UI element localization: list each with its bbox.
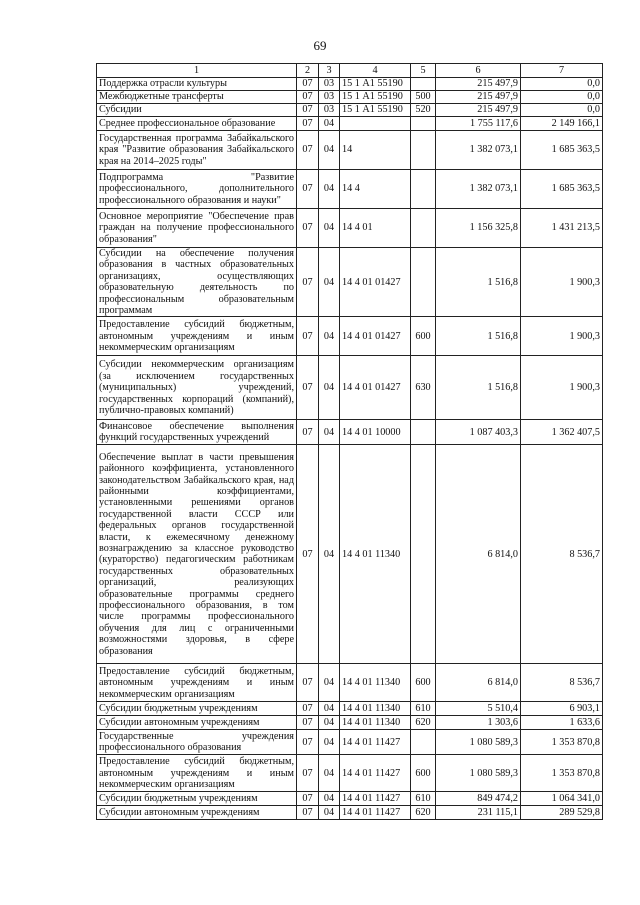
amount-year2-cell: 1 064 341,0 [521,792,603,806]
amount-year1-cell: 1 755 117,6 [436,117,521,131]
table-row [97,209,603,248]
table-row [97,806,603,820]
amount-year2-cell: 1 353 870,8 [521,730,603,755]
amount-year1-cell: 849 474,2 [436,792,521,806]
amount-year1-cell: 1 080 589,3 [436,755,521,792]
amount-year1-cell: 6 814,0 [436,445,521,664]
amount-year2-cell: 1 900,3 [521,356,603,420]
amount-year2-cell: 0,0 [521,91,603,104]
subsection-cell: 04 [319,792,340,806]
name-cell: Обеспечение выплат в части превышения районного коэффициента, установленного законодательством Забайкальского края, над районными коэффициентами, установленными решениями органов государственной власти СССР или федеральных органов государственной власти, к ежемесячному денежному вознаграждению за классное руководство (кураторство) педагогическим работникам государственных образовательных организаций, реализующих образовательные программы среднего профессионального образования, в том числе программы профессионального обучения для лиц с ограниченными возможностями здоровья, в сфере образования [97,445,297,664]
amount-year1-cell: 215 497,9 [436,104,521,117]
table-row [97,730,603,755]
expense-type-cell: 610 [411,702,436,716]
section-cell: 07 [297,356,319,420]
expense-type-cell [411,170,436,209]
subsection-cell: 04 [319,209,340,248]
expense-type-cell: 620 [411,716,436,730]
expense-type-cell: 600 [411,755,436,792]
target-article-cell: 15 1 А1 55190 [340,104,411,117]
target-article-cell: 14 [340,131,411,170]
section-cell: 07 [297,730,319,755]
target-article-cell: 14 4 01 11340 [340,702,411,716]
table-row [97,170,603,209]
expense-type-cell: 610 [411,792,436,806]
section-cell: 07 [297,248,319,317]
name-cell: Субсидии автономным учреждениям [97,806,297,820]
name-cell: Финансовое обеспечение выполнения функций государственных учреждений [97,420,297,445]
section-cell: 07 [297,702,319,716]
amount-year2-cell: 8 536,7 [521,664,603,702]
name-cell: Поддержка отрасли культуры [97,78,297,91]
section-cell: 07 [297,78,319,91]
page-number: 69 [313,38,327,53]
target-article-cell: 14 4 01 01427 [340,317,411,356]
amount-year2-cell: 1 431 213,5 [521,209,603,248]
table-row [97,78,603,91]
table-row [97,445,603,664]
section-cell: 07 [297,420,319,445]
section-cell: 07 [297,170,319,209]
header-cell: 6 [436,64,521,78]
name-cell: Предоставление субсидий бюджетным, автономным учреждениям и иным некоммерческим организациям [97,755,297,792]
header-cell: 5 [411,64,436,78]
table-row [97,702,603,716]
name-cell: Субсидии [97,104,297,117]
subsection-cell: 03 [319,104,340,117]
amount-year1-cell: 1 087 403,3 [436,420,521,445]
section-cell: 07 [297,91,319,104]
subsection-cell: 04 [319,716,340,730]
target-article-cell [340,117,411,131]
header-cell: 3 [319,64,340,78]
amount-year2-cell: 2 149 166,1 [521,117,603,131]
target-article-cell: 15 1 А1 55190 [340,78,411,91]
table-row [97,248,603,317]
amount-year1-cell: 1 303,6 [436,716,521,730]
amount-year2-cell: 1 900,3 [521,248,603,317]
amount-year2-cell: 1 633,6 [521,716,603,730]
name-cell: Государственные учреждения профессионального образования [97,730,297,755]
subsection-cell: 04 [319,420,340,445]
amount-year1-cell: 1 080 589,3 [436,730,521,755]
subsection-cell: 04 [319,117,340,131]
expense-type-cell [411,78,436,91]
subsection-cell: 04 [319,248,340,317]
header-cell: 1 [97,64,297,78]
name-cell: Предоставление субсидий бюджетным, автономным учреждениям и иным некоммерческим организациям [97,664,297,702]
expense-type-cell: 600 [411,664,436,702]
target-article-cell: 14 4 01 11340 [340,445,411,664]
expense-type-cell [411,131,436,170]
expense-type-cell [411,445,436,664]
table-row [97,755,603,792]
subsection-cell: 04 [319,445,340,664]
amount-year1-cell: 6 814,0 [436,664,521,702]
amount-year1-cell: 1 516,8 [436,356,521,420]
section-cell: 07 [297,317,319,356]
amount-year2-cell: 1 362 407,5 [521,420,603,445]
header-cell: 2 [297,64,319,78]
target-article-cell: 14 4 01 [340,209,411,248]
amount-year2-cell: 289 529,8 [521,806,603,820]
expense-type-cell: 600 [411,317,436,356]
section-cell: 07 [297,209,319,248]
amount-year2-cell: 8 536,7 [521,445,603,664]
amount-year2-cell: 0,0 [521,78,603,91]
expense-type-cell: 630 [411,356,436,420]
target-article-cell: 14 4 01 10000 [340,420,411,445]
table-row [97,792,603,806]
expense-type-cell [411,420,436,445]
name-cell: Субсидии некоммерческим организациям (за исключением государственных (муниципальных) учреждений, государственных корпораций (компаний), публично-правовых компаний) [97,356,297,420]
section-cell: 07 [297,445,319,664]
amount-year2-cell: 1 900,3 [521,317,603,356]
name-cell: Субсидии автономным учреждениям [97,716,297,730]
target-article-cell: 14 4 01 11427 [340,806,411,820]
table-row [97,420,603,445]
table-row [97,117,603,131]
amount-year2-cell: 1 685 363,5 [521,131,603,170]
subsection-cell: 04 [319,317,340,356]
target-article-cell: 14 4 01 11427 [340,730,411,755]
amount-year2-cell: 0,0 [521,104,603,117]
name-cell: Субсидии на обеспечение получения образования в частных образовательных организациях, осуществляющих образовательную деятельность по профессиональным образовательным программам [97,248,297,317]
target-article-cell: 14 4 01 11427 [340,792,411,806]
name-cell: Предоставление субсидий бюджетным, автономным учреждениям и иным некоммерческим организациям [97,317,297,356]
target-article-cell: 14 4 01 11427 [340,755,411,792]
amount-year1-cell: 1 516,8 [436,248,521,317]
subsection-cell: 04 [319,356,340,420]
amount-year1-cell: 231 115,1 [436,806,521,820]
name-cell: Государственная программа Забайкальского края "Развитие образования Забайкальского края на 2014–2025 годы" [97,131,297,170]
table-row [97,356,603,420]
expense-type-cell [411,209,436,248]
section-cell: 07 [297,755,319,792]
table-header-row [97,64,603,78]
table-row [97,716,603,730]
target-article-cell: 14 4 [340,170,411,209]
target-article-cell: 14 4 01 01427 [340,356,411,420]
expense-type-cell [411,117,436,131]
section-cell: 07 [297,792,319,806]
amount-year1-cell: 215 497,9 [436,91,521,104]
target-article-cell: 14 4 01 01427 [340,248,411,317]
name-cell: Основное мероприятие "Обеспечение прав граждан на получение профессионального образования" [97,209,297,248]
subsection-cell: 04 [319,730,340,755]
table-row [97,91,603,104]
section-cell: 07 [297,806,319,820]
subsection-cell: 04 [319,664,340,702]
budget-table [96,63,603,820]
expense-type-cell [411,730,436,755]
name-cell: Субсидии бюджетным учреждениям [97,702,297,716]
subsection-cell: 03 [319,78,340,91]
expense-type-cell: 520 [411,104,436,117]
name-cell: Среднее профессиональное образование [97,117,297,131]
amount-year1-cell: 1 516,8 [436,317,521,356]
subsection-cell: 04 [319,755,340,792]
amount-year2-cell: 6 903,1 [521,702,603,716]
amount-year2-cell: 1 353 870,8 [521,755,603,792]
amount-year2-cell: 1 685 363,5 [521,170,603,209]
table-row [97,131,603,170]
section-cell: 07 [297,104,319,117]
expense-type-cell: 620 [411,806,436,820]
name-cell: Межбюджетные трансферты [97,91,297,104]
name-cell: Подпрограмма "Развитие профессионального, дополнительного профессионального образования и науки" [97,170,297,209]
target-article-cell: 14 4 01 11340 [340,664,411,702]
header-cell: 4 [340,64,411,78]
expense-type-cell: 500 [411,91,436,104]
amount-year1-cell: 1 382 073,1 [436,131,521,170]
amount-year1-cell: 5 510,4 [436,702,521,716]
table-row [97,104,603,117]
subsection-cell: 04 [319,806,340,820]
section-cell: 07 [297,131,319,170]
section-cell: 07 [297,117,319,131]
subsection-cell: 04 [319,702,340,716]
amount-year1-cell: 215 497,9 [436,78,521,91]
target-article-cell: 15 1 А1 55190 [340,91,411,104]
section-cell: 07 [297,664,319,702]
header-cell: 7 [521,64,603,78]
subsection-cell: 03 [319,91,340,104]
subsection-cell: 04 [319,170,340,209]
amount-year1-cell: 1 382 073,1 [436,170,521,209]
section-cell: 07 [297,716,319,730]
target-article-cell: 14 4 01 11340 [340,716,411,730]
expense-type-cell [411,248,436,317]
table-row [97,317,603,356]
table-row [97,664,603,702]
name-cell: Субсидии бюджетным учреждениям [97,792,297,806]
amount-year1-cell: 1 156 325,8 [436,209,521,248]
subsection-cell: 04 [319,131,340,170]
